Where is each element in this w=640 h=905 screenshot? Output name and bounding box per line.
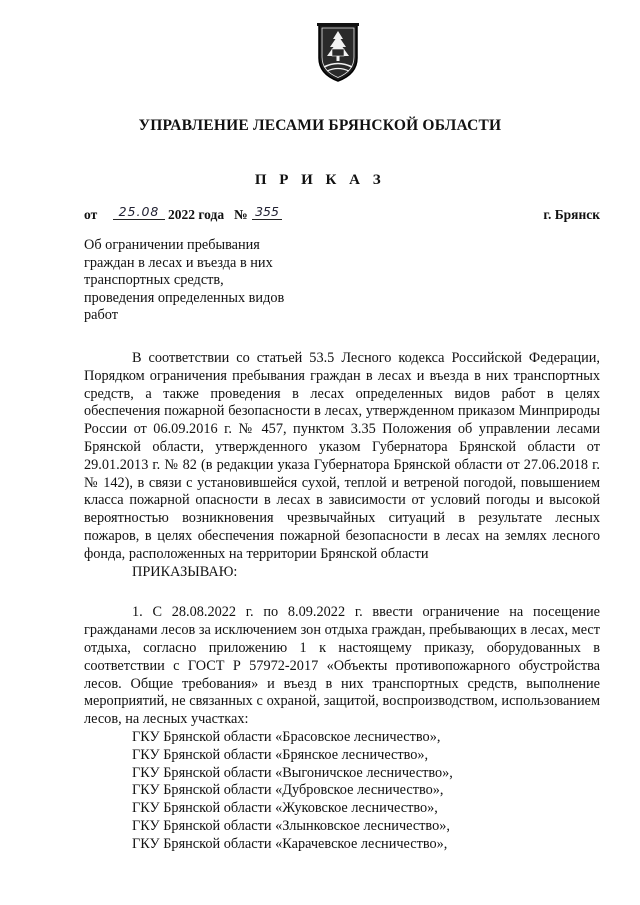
order-body <box>84 350 600 854</box>
document-type-title: П Р И К А З <box>254 172 386 188</box>
order-subject: Об ограничении пребывания граждан в лесах и въезда в них транспортных средств, проведения определенных видов работ <box>84 237 285 323</box>
list-item: ГКУ Брянской области «Брасовское лесничество», <box>132 728 441 745</box>
coat-of-arms-icon <box>315 22 361 84</box>
date-prefix: от <box>84 207 98 222</box>
order-word: ПРИКАЗЫВАЮ: <box>132 563 238 580</box>
handwritten-number: 355 <box>252 204 282 220</box>
date-year: 2022 года <box>168 207 225 222</box>
list-item: ГКУ Брянской области «Жуковское лесничество», <box>132 800 438 817</box>
list-item: ГКУ Брянской области «Карачевское лесничество», <box>132 835 448 852</box>
preamble-paragraph: В соответствии со статьей 53.5 Лесного кодекса Российской Федерации, Порядком ограничения пребывания граждан в лесах и въезда в них транспортных средств, а также проведения в лесах определенных видов работ в целях обеспечения пожарной безопасности в лесах, утвержденном приказом Минприроды России от 06.09.2016 г. № 457, пунктом 3.35 Положения об управлении лесами Брянской области, утвержденного указом Губернатора Брянской области от 29.01.2013 г. № 82 (в редакции указа Губернатора Брянской области от 27.06.2018 г. № 142), в связи с установившейся сухой, теплой и ветреной погодой, повышением класса пожарной опасности в лесах в зависимости от условий погоды и высокой вероятностью возникновения чрезвычайных ситуаций в результате лесных пожаров, в целях обеспечения пожарной безопасности в лесах на землях лесного фонда, расположенных на территории Брянской области <box>84 350 600 562</box>
number-label: № <box>234 207 248 222</box>
list-item: ГКУ Брянской области «Дубровское лесничество», <box>132 782 444 799</box>
list-item: ГКУ Брянской области «Злынковское лесничество», <box>132 817 450 834</box>
list-item: ГКУ Брянской области «Выгоничское лесничество», <box>132 764 453 781</box>
forestry-list <box>84 729 600 854</box>
city-name: г. Брянск <box>543 207 600 222</box>
handwritten-date: 25.08 <box>113 204 165 220</box>
date-number-line <box>84 205 600 227</box>
point-1-paragraph: 1. С 28.08.2022 г. по 8.09.2022 г. ввести ограничение на посещение гражданами лесов за исключением зон отдыха граждан, пребывающих в лесах, мест отдыха, согласно приложению 1 к настоящему приказу, оборудованных в соответствии с ГОСТ Р 57972-2017 «Объекты противопожарного обустройства лесов. Общие требования» и въезд в них транспортных средств, выполнение мероприятий, не связанных с охраной, защитой, воспроизводством, использованием лесов, на лесных участках: <box>84 604 600 728</box>
list-item: ГКУ Брянской области «Брянское лесничество», <box>132 746 429 763</box>
organization-name: УПРАВЛЕНИЕ ЛЕСАМИ БРЯНСКОЙ ОБЛАСТИ <box>138 117 502 134</box>
